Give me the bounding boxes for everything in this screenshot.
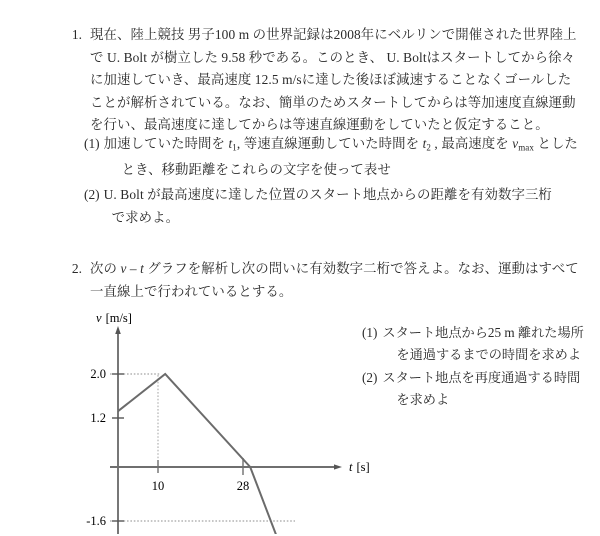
problem-1-subitem-2 [84, 184, 584, 229]
problem-1-subitem-1-line-2: とき、移動距離をこれらの文字を使って表せ [121, 161, 391, 177]
p1s1-text-d: とした [534, 136, 578, 151]
variable-vmax [512, 136, 534, 151]
problem-2-question-2 [362, 367, 598, 412]
variable-vmax-subscript: max [518, 142, 534, 153]
problem-2-number: 2. [71, 261, 82, 276]
problem-2-question-1 [362, 322, 598, 367]
problem-1-subitem-2-line-2: で求めよ。 [111, 209, 180, 225]
problem-1-line-1: 現在、陸上競技 男子100 m の世界記録は2008年にベルリンで開催された世界陸上 [90, 27, 577, 42]
x-axis-arrowhead [334, 464, 342, 469]
y-axis-label-var: v [96, 311, 102, 325]
velocity-curve [118, 374, 307, 534]
problem-2-question-1-line-1: スタート地点から25 m 離れた場所 [382, 325, 584, 340]
problem-2-body [90, 258, 579, 303]
problem-1-subitem-2-line-1: U. Bolt が最高速度に達した位置のスタート地点からの距離を有効数字三桁 [103, 187, 552, 202]
variable-t2-base: t [422, 136, 427, 151]
velocity-time-graph [84, 306, 384, 534]
problem-2-question-2-line-2: を求めよ [396, 392, 450, 408]
problem-1-number: 1. [71, 27, 82, 42]
y-axis-arrowhead [115, 326, 121, 334]
problem-2-line-1 [90, 258, 579, 281]
problem-1-line-3: に加速していき、最高速度 12.5 m/sに達した後ほぼ減速することなくゴールした [90, 72, 572, 88]
x-axis-label-var: t [349, 460, 353, 474]
variable-t2-subscript: 2 [426, 142, 431, 153]
problem-1-body [90, 24, 577, 137]
p2-text-b: グラフを解析し次の問いに有効数字二桁で答えよ。なお、運動はすべて [143, 261, 579, 276]
problem-1-subitem-1-body [104, 133, 584, 181]
variable-t1-subscript: 1 [232, 142, 237, 153]
velocity-time-graph-svg [84, 306, 384, 534]
p2-dash: – [126, 261, 141, 276]
x-axis-label [349, 460, 370, 474]
problem-2-questions [362, 322, 598, 412]
problem-2-question-1-label: (1) [362, 325, 378, 340]
variable-t1 [229, 136, 237, 151]
p2-text-a: 次の [90, 261, 121, 276]
p1s1-text-b: , 等速直線運動していた時間を [236, 136, 423, 151]
problem-2-question-1-line-2: を通過するまでの時間を求めよ [396, 347, 582, 363]
problem-1-subitem-1 [84, 133, 584, 181]
y-tick-label-neg-1-6: -1.6 [86, 514, 106, 528]
y-tick-label-2-0: 2.0 [90, 367, 106, 381]
x-tick-label-28: 28 [236, 479, 250, 493]
variable-t1-base: t [228, 136, 233, 151]
variable-vmax-base: v [512, 136, 519, 151]
problem-2-question-1-text [382, 322, 598, 367]
x-tick-label-10: 10 [151, 479, 165, 493]
p1s1-text-c: , 最高速度を [430, 136, 513, 151]
problem-1-subitem-1-label: (1) [84, 136, 100, 151]
problem-1-line-4: ことが解析されている。なお、簡単のためスタートしてからは等加速度直線運動 [90, 94, 576, 110]
p1s1-text-a: 加速していた時間を [103, 136, 229, 151]
problem-2 [56, 258, 579, 303]
variable-v: v [120, 261, 127, 276]
problem-2-question-2-text [382, 367, 598, 412]
y-axis-label [96, 311, 132, 325]
x-axis-label-unit: [s] [356, 460, 370, 474]
problem-1 [56, 24, 576, 137]
problem-2-line-2: 一直線上で行われているとする。 [90, 283, 293, 299]
variable-t: t [140, 261, 144, 276]
problem-2-question-2-label: (2) [362, 369, 378, 385]
variable-t2 [423, 136, 431, 151]
problem-1-subitem-2-label: (2) [84, 187, 100, 202]
problem-1-subitem-2-body [104, 184, 584, 229]
problem-1-line-2: で U. Bolt が樹立した 9.58 秒である。このとき、 U. Boltはスタートしてから徐々 [90, 49, 576, 65]
y-tick-label-1-2: 1.2 [90, 411, 106, 425]
y-axis-label-unit: [m/s] [105, 311, 132, 325]
problem-1-subitem-1-line-1 [104, 133, 584, 159]
problem-1-line-5: を行い、最高速度に達してからは等速直線運動をしていたと仮定すること。 [90, 117, 549, 133]
problem-2-question-2-line-1: スタート地点を再度通過する時間 [382, 369, 581, 385]
